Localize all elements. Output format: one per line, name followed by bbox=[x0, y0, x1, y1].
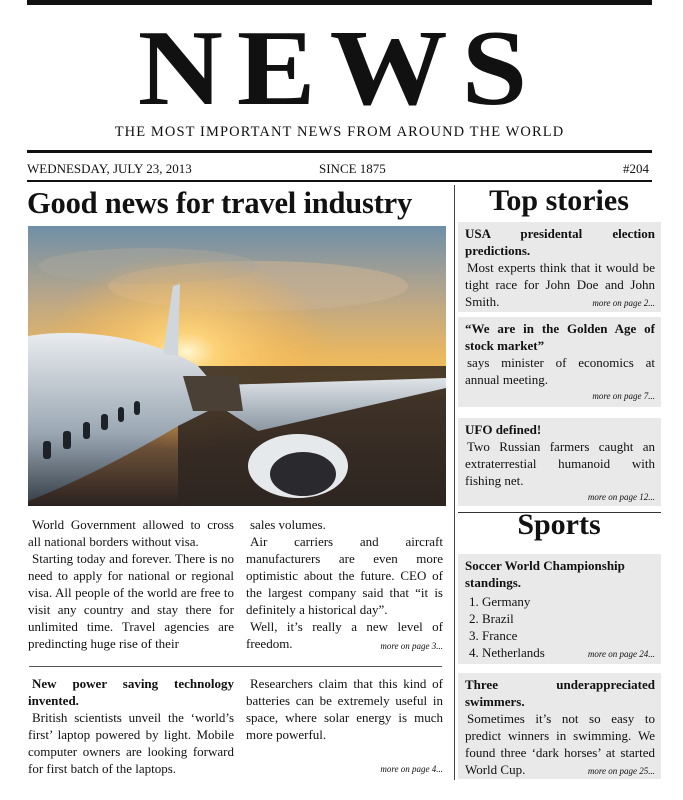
sports-body: Sometimes it’s not so easy to predict winners in swimming. We found three ‘dark horses’ at started World Cup. bbox=[465, 711, 655, 777]
sports-heading: Sports bbox=[517, 508, 601, 541]
sports-title: Soccer World Championship standings. bbox=[465, 558, 625, 590]
section-divider bbox=[29, 666, 442, 667]
lead-paragraph: Well, it’s really a new level of freedom. bbox=[246, 619, 443, 651]
standings-item: 3. France bbox=[469, 628, 518, 643]
newspaper-tagline: THE MOST IMPORTANT NEWS FROM AROUND THE WORLD bbox=[114, 124, 565, 140]
top-story-more-link[interactable]: more on page 2... bbox=[592, 298, 655, 308]
lead-paragraph: World Government allowed to cross all national borders without visa. bbox=[28, 517, 234, 549]
second-story-column-2 bbox=[246, 675, 443, 743]
second-story-body-2: Researchers claim that this kind of batteries can be extremely useful in space, where solar energy is much more powerful. bbox=[246, 676, 443, 742]
airplane-sunset-photo bbox=[28, 226, 446, 506]
lead-more-link[interactable]: more on page 3... bbox=[380, 641, 443, 651]
column-divider bbox=[454, 185, 455, 780]
top-story-more-link[interactable]: more on page 7... bbox=[592, 391, 655, 401]
sports-more-link[interactable]: more on page 24... bbox=[587, 649, 655, 659]
standings-item: 4. Netherlands bbox=[469, 645, 545, 660]
top-stories-heading: Top stories bbox=[489, 184, 629, 217]
top-story-title: USA presidental election predictions. bbox=[465, 226, 655, 258]
second-more-link[interactable]: more on page 4... bbox=[380, 764, 443, 774]
masthead-bottom-rule bbox=[27, 150, 652, 153]
top-story-card[interactable] bbox=[458, 317, 661, 407]
lead-paragraph: Starting today and forever. There is no need to apply for national or regional visa. All people of the world are free to visit any country and stay there for unlimited time. Travel agencies are predincting huge rise of their bbox=[28, 551, 234, 651]
standings-item: 1. Germany bbox=[469, 594, 531, 609]
sports-card[interactable] bbox=[458, 554, 661, 664]
masthead-top-rule bbox=[27, 0, 652, 5]
top-story-more-link[interactable]: more on page 12... bbox=[587, 492, 655, 502]
second-story-column-1 bbox=[28, 675, 234, 777]
newspaper-title: NEWS bbox=[137, 7, 542, 128]
sports-more-link[interactable]: more on page 25... bbox=[587, 766, 655, 776]
top-story-card[interactable] bbox=[458, 418, 661, 506]
issue-number: #204 bbox=[623, 161, 649, 176]
sports-title: Three underappreciated swimmers. bbox=[465, 677, 655, 709]
top-story-title: “We are in the Golden Age of stock market” bbox=[465, 321, 655, 353]
top-story-title: UFO defined! bbox=[465, 422, 542, 437]
lead-column-1 bbox=[28, 516, 234, 652]
second-story-body: British scientists unveil the ‘world’s first’ laptop powered by light. Mobile computer owners are looking forward for first batch of the laptops. bbox=[28, 710, 234, 776]
top-story-card[interactable] bbox=[458, 222, 661, 312]
second-story-title: New power saving technology invented. bbox=[28, 676, 234, 708]
top-story-body: Most experts think that it would be tight race for John Doe and John Smith. bbox=[465, 260, 655, 309]
issue-date: WEDNESDAY, JULY 23, 2013 bbox=[27, 161, 192, 176]
lead-paragraph: sales volumes. bbox=[250, 517, 326, 532]
top-story-body: Two Russian farmers caught an extraterrestial humanoid with fishing net. bbox=[465, 439, 655, 488]
lead-paragraph: Air carriers and aircraft manufacturers are even more optimistic about the future. CEO of the largest company said that “it is definitely a historical day”. bbox=[246, 534, 443, 617]
since-label: SINCE 1875 bbox=[319, 161, 386, 176]
lead-headline: Good news for travel industry bbox=[27, 186, 413, 220]
dateline-rule bbox=[27, 180, 652, 182]
sports-card[interactable] bbox=[458, 673, 661, 779]
standings-item: 2. Brazil bbox=[469, 611, 514, 626]
top-story-body: says minister of economics at annual meeting. bbox=[465, 355, 655, 387]
lead-column-2 bbox=[246, 516, 443, 652]
